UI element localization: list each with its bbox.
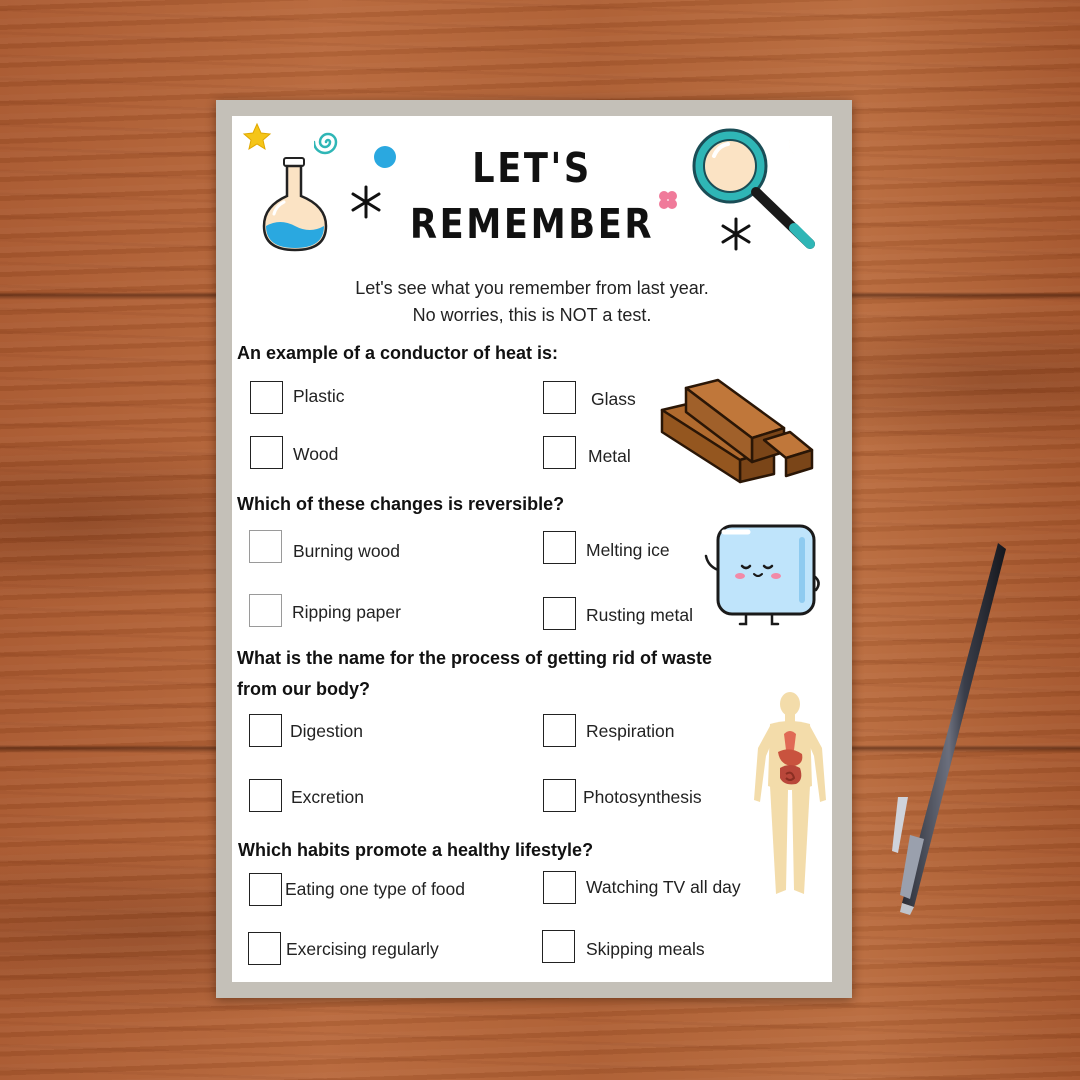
checkbox-skipping-meals[interactable]: [542, 930, 575, 963]
question-4: Which habits promote a healthy lifestyle?: [238, 840, 594, 860]
option-label: Glass: [591, 389, 636, 409]
checkbox-excretion[interactable]: [249, 779, 282, 812]
star-icon: [242, 122, 272, 152]
checkbox-exercising[interactable]: [248, 932, 281, 965]
checkbox-eating-one-type[interactable]: [249, 873, 282, 906]
checkbox-respiration[interactable]: [543, 714, 576, 747]
option-label: Eating one type of food: [285, 879, 465, 899]
checkbox-glass[interactable]: [543, 381, 576, 414]
title-line-1: LET'S: [472, 144, 592, 192]
checkbox-photosynthesis[interactable]: [543, 779, 576, 812]
checkbox-rusting-metal[interactable]: [543, 597, 576, 630]
option-label: Melting ice: [586, 540, 670, 560]
title-line-2: REMEMBER: [409, 200, 655, 248]
moon-icon: [786, 132, 814, 160]
worksheet-page: [232, 116, 832, 982]
checkbox-digestion[interactable]: [249, 714, 282, 747]
checkbox-watching-tv[interactable]: [543, 871, 576, 904]
option-label: Digestion: [290, 721, 363, 741]
option-label: Metal: [588, 446, 631, 466]
question-2: Which of these changes is reversible?: [237, 494, 565, 514]
wood-planks-icon: [656, 374, 818, 486]
intro-line-2: No worries, this is NOT a test.: [412, 305, 652, 325]
option-label: Exercising regularly: [286, 939, 439, 959]
option-label: Watching TV all day: [586, 877, 741, 897]
option-label: Rusting metal: [586, 605, 693, 625]
option-label: Ripping paper: [292, 602, 401, 622]
option-label: Skipping meals: [586, 939, 705, 959]
pen-icon: [880, 535, 1020, 925]
checkbox-plastic[interactable]: [250, 381, 283, 414]
asterisk-icon: [718, 216, 754, 252]
question-1: An example of a conductor of heat is:: [237, 343, 559, 363]
question-3-line-1: What is the name for the process of getting rid of waste: [237, 648, 713, 668]
question-3-line-2: from our body?: [237, 679, 370, 699]
checkbox-metal[interactable]: [543, 436, 576, 469]
intro-line-1: Let's see what you remember from last year.: [355, 278, 709, 298]
checkbox-ripping-paper[interactable]: [249, 594, 282, 627]
option-label: Respiration: [586, 721, 675, 741]
sparkle-icon: [656, 188, 680, 212]
checkbox-burning-wood[interactable]: [249, 530, 282, 563]
option-label: Burning wood: [293, 541, 401, 561]
ice-cube-icon: [702, 520, 828, 630]
option-label: Photosynthesis: [583, 787, 702, 807]
human-body-icon: [750, 690, 830, 902]
checkbox-melting-ice[interactable]: [543, 531, 576, 564]
checkbox-wood[interactable]: [250, 436, 283, 469]
option-label: Plastic: [293, 386, 345, 406]
option-label: Wood: [293, 444, 339, 464]
option-label: Excretion: [291, 787, 364, 807]
